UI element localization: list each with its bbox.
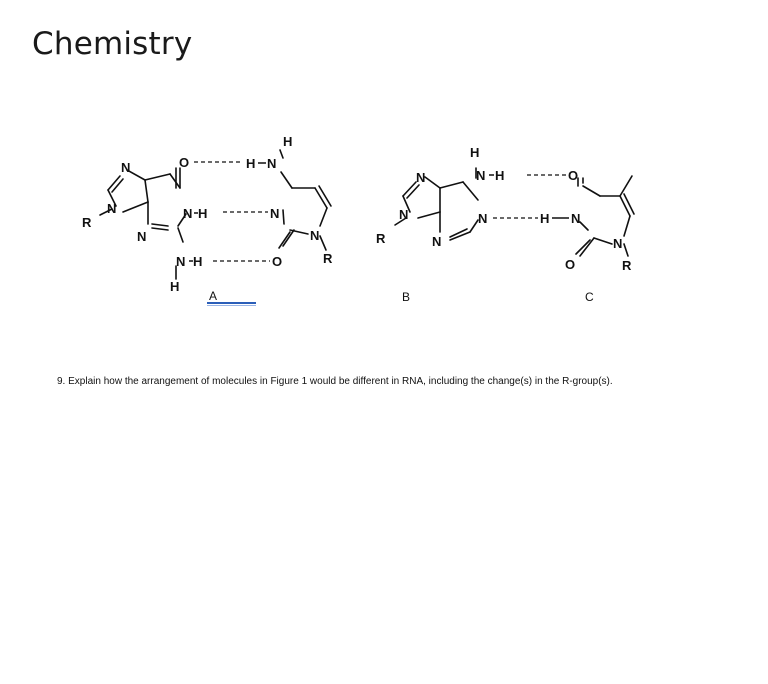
- atom-label: N: [432, 234, 442, 249]
- atom-label: N: [476, 168, 486, 183]
- atom-label: O: [565, 257, 576, 272]
- question-text: 9. Explain how the arrangement of molecules in Figure 1 would be different in RNA, including the change(s) in the R-group(s).: [57, 376, 613, 387]
- page-title: Chemistry: [32, 26, 193, 62]
- caption-underline: [207, 302, 256, 304]
- atom-label: R: [376, 231, 386, 246]
- caption-underline-secondary: [207, 305, 256, 306]
- atom-label: H: [470, 145, 480, 160]
- atom-label: R: [622, 258, 632, 273]
- atom-label: N: [107, 201, 117, 216]
- atom-label: H: [540, 211, 550, 226]
- atom-label: H: [246, 156, 256, 171]
- atom-label: O: [568, 168, 579, 183]
- atom-label: N: [478, 211, 488, 226]
- atom-label: H: [283, 134, 293, 149]
- atom-label: N: [267, 156, 277, 171]
- atom-label: N: [416, 170, 426, 185]
- atom-label: H: [495, 168, 505, 183]
- atom-label: N: [183, 206, 193, 221]
- figure-caption-c: C: [585, 290, 594, 304]
- atom-label: R: [323, 251, 333, 266]
- atom-label: N: [310, 228, 320, 243]
- atom-label: H: [170, 279, 180, 294]
- atom-label: N: [613, 236, 623, 251]
- atom-label: N: [399, 207, 409, 222]
- atom-label: H: [198, 206, 208, 221]
- figure-caption-b: B: [402, 290, 411, 304]
- atom-label: N: [137, 229, 147, 244]
- atom-label: R: [82, 215, 92, 230]
- atom-label: N: [121, 160, 131, 175]
- figure-caption-a: A: [209, 289, 218, 303]
- atom-label: N: [571, 211, 581, 226]
- atom-label: H: [193, 254, 203, 269]
- atom-label: N: [270, 206, 280, 221]
- atom-label: O: [179, 155, 190, 170]
- atom-label: N: [176, 254, 186, 269]
- atom-label: O: [272, 254, 283, 269]
